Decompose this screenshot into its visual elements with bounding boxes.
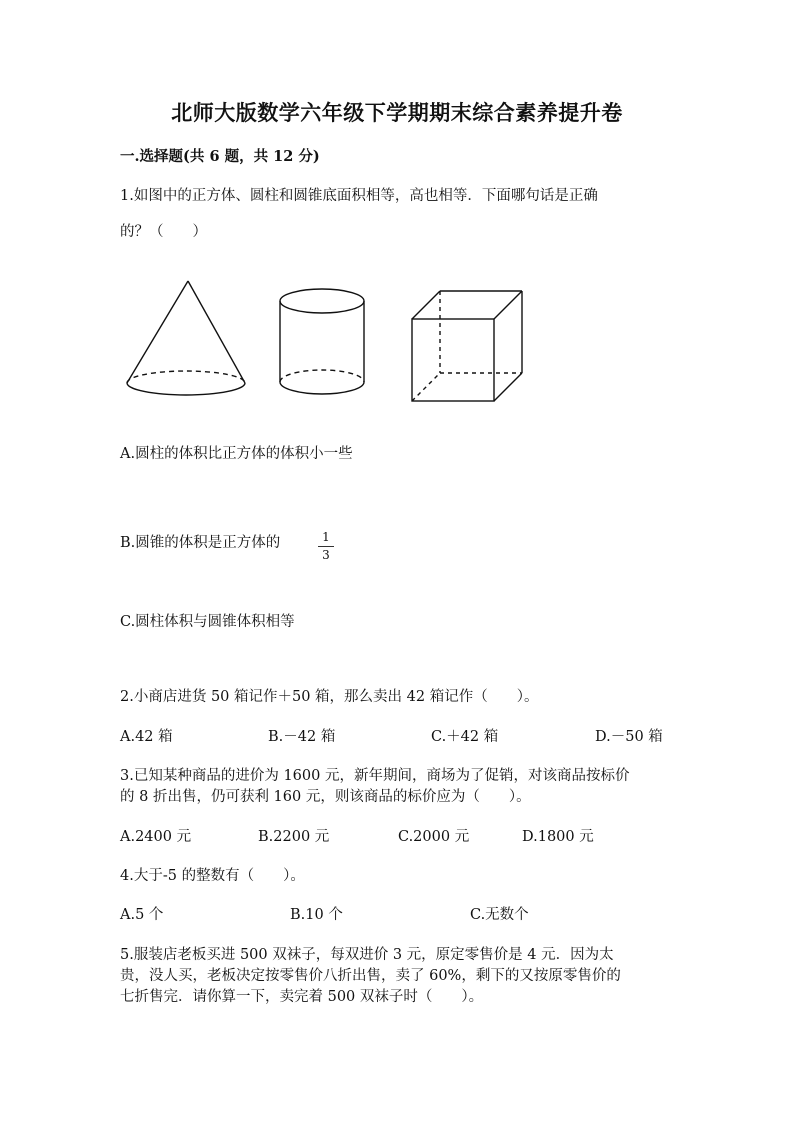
- q1-stem-line2: 的？（ ）: [120, 224, 207, 240]
- fraction-numerator: 1: [322, 530, 330, 544]
- section-heading: 一.选择题(共 6 题，共 12 分): [120, 148, 320, 165]
- q3-option-d[interactable]: D.1800 元: [522, 829, 594, 845]
- q2-option-c[interactable]: C.＋42 箱: [431, 729, 499, 745]
- q5-stem-line2: 贵，没人买，老板决定按零售价八折出售，卖了 60%，剩下的又按原零售价的: [120, 968, 621, 984]
- q3-option-a[interactable]: A.2400 元: [120, 829, 192, 845]
- q5-stem-line1: 5.服装店老板买进 500 双袜子，每双进价 3 元，原定零售价是 4 元．因为太: [120, 947, 614, 963]
- q3-stem-line1: 3.已知某种商品的进价为 1600 元，新年期间，商场为了促销，对该商品按标价: [120, 768, 630, 784]
- q1-option-a[interactable]: A.圆柱的体积比正方体的体积小一些: [120, 446, 353, 462]
- q1-option-c[interactable]: C.圆柱体积与圆锥体积相等: [120, 614, 295, 630]
- page-title: 北师大版数学六年级下学期期末综合素养提升卷: [171, 100, 623, 125]
- q3-option-c[interactable]: C.2000 元: [398, 829, 470, 845]
- q2-option-a[interactable]: A.42 箱: [120, 729, 173, 745]
- q4-option-b[interactable]: B.10 个: [290, 907, 343, 923]
- q4-option-a[interactable]: A.5 个: [120, 907, 164, 923]
- cone-shape: [127, 281, 245, 395]
- q2-option-d[interactable]: D.－50 箱: [595, 729, 663, 745]
- q2-option-b[interactable]: B.－42 箱: [268, 729, 336, 745]
- q3-option-b[interactable]: B.2200 元: [258, 829, 330, 845]
- fraction-bar: [318, 546, 334, 547]
- q5-stem-line3: 七折售完．请你算一下，卖完着 500 双袜子时（ ）。: [120, 989, 484, 1005]
- cylinder-shape: [280, 289, 364, 394]
- q1-option-b[interactable]: B.圆锥的体积是正方体的: [120, 535, 281, 551]
- q1-solids-figure: [120, 270, 540, 410]
- q2-stem: 2.小商店进货 50 箱记作＋50 箱，那么卖出 42 箱记作（ ）。: [120, 689, 539, 705]
- q3-stem-line2: 的 8 折出售，仍可获利 160 元，则该商品的标价应为（ ）。: [120, 789, 531, 805]
- one-third-fraction: [318, 530, 334, 563]
- cube-shape: [412, 291, 522, 401]
- fraction-denominator: 3: [322, 548, 330, 562]
- q1-stem-line1: 1.如图中的正方体、圆柱和圆锥底面积相等，高也相等．下面哪句话是正确: [120, 188, 598, 204]
- q4-stem: 4.大于-5 的整数有（ ）。: [120, 868, 305, 884]
- q4-option-c[interactable]: C.无数个: [470, 907, 529, 923]
